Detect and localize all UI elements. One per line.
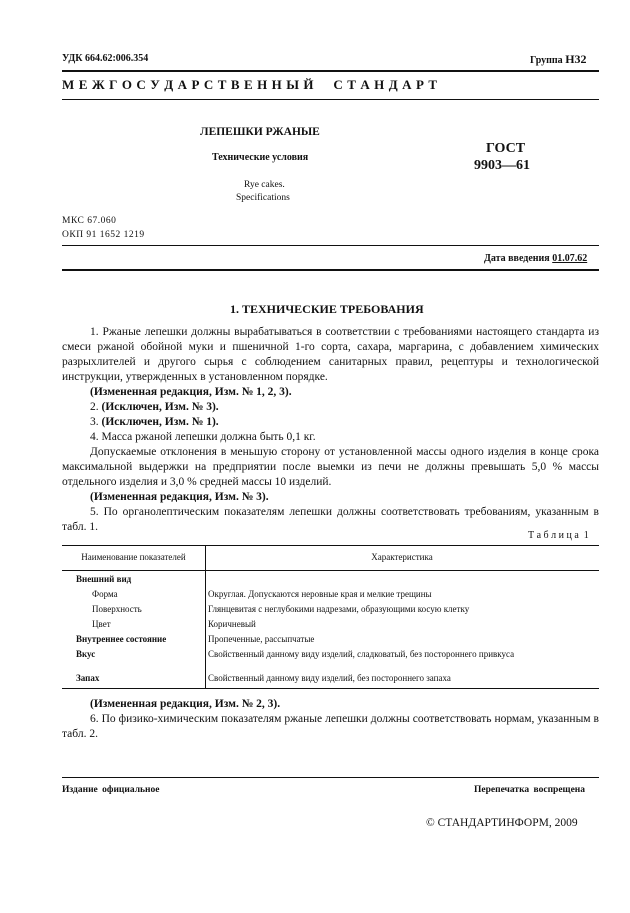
table-cell-name: Внутреннее состояние bbox=[76, 634, 167, 644]
group-value: Н32 bbox=[565, 52, 587, 66]
paragraph-6: 6. По физико-химическим показателям ржаные лепешки должны соответствовать нормам, указанным в табл. 2. bbox=[62, 713, 599, 740]
footer-reprint-prohibited: Перепечатка воспрещена bbox=[474, 785, 586, 795]
table-1-col2-header: Характеристика bbox=[371, 552, 433, 562]
table-cell-value: Глянцевитая с неглубокими надрезами, образующими косую клетку bbox=[208, 604, 470, 614]
paragraph-3-number: 3. bbox=[90, 416, 99, 428]
table-1-body-divider bbox=[205, 570, 206, 688]
after-table-note: (Измененная редакция, Изм. № 2, 3). bbox=[90, 698, 281, 710]
table-cell-value: Свойственный данному виду изделий, сладковатый, без постороннего привкуса bbox=[208, 649, 515, 659]
paragraph-2 bbox=[62, 400, 599, 415]
paragraph-4: 4. Масса ржаной лепешки должна быть 0,1 кг. bbox=[90, 431, 316, 443]
footer-rule bbox=[62, 777, 599, 778]
document-title: ЛЕПЕШКИ РЖАНЫЕ bbox=[200, 126, 320, 138]
paragraph-5: 5. По органолептическим показателям лепешки должны соответствовать требованиям, указанным в табл. 1. bbox=[62, 506, 599, 533]
paragraph-1-note: (Измененная редакция, Изм. № 1, 2, 3). bbox=[90, 386, 292, 398]
date-rule bbox=[62, 269, 599, 271]
table-1-header-rule bbox=[62, 570, 599, 571]
table-cell-name: Запах bbox=[76, 673, 100, 683]
codes-rule bbox=[62, 245, 599, 246]
table-1-bottom-rule bbox=[62, 688, 599, 689]
paragraph-2-note: (Исключен, Изм. № 3). bbox=[101, 401, 219, 413]
section-title: 1. ТЕХНИЧЕСКИЕ ТРЕБОВАНИЯ bbox=[230, 302, 424, 316]
footer-official-edition: Издание официальное bbox=[62, 785, 160, 795]
paragraph-1: 1. Ржаные лепешки должны вырабатываться в соответствии с требованиями настоящего стандарта из смеси ржаной обойной муки и пшеничной 1-го сорта, сахара, маргарина, с добавлением химических разрыхлителей и другого сырья с соблюдением санитарных правил, рецептуры и технологической инструкции, утвержденных в установленном порядке. bbox=[62, 326, 599, 383]
mks-code: МКС 67.060 bbox=[62, 216, 117, 226]
table-cell-value: Пропеченные, рассыпчатые bbox=[208, 634, 315, 644]
udk-code: УДК 664.62:006.354 bbox=[62, 53, 149, 64]
okp-code: ОКП 91 1652 1219 bbox=[62, 230, 145, 240]
copyright: © СТАНДАРТИНФОРМ, 2009 bbox=[426, 817, 578, 829]
gost-number: 9903—61 bbox=[474, 158, 530, 173]
table-1-caption: Т а б л и ц а 1 bbox=[528, 530, 589, 541]
paragraph-3-note: (Исключен, Изм. № 1). bbox=[101, 416, 219, 428]
header-rule-bottom bbox=[62, 99, 599, 100]
table-cell-name: Цвет bbox=[92, 619, 111, 629]
table-cell-value: Коричневый bbox=[208, 619, 256, 629]
table-cell-value: Округлая. Допускаются неровные края и мелкие трещины bbox=[208, 589, 432, 599]
document-subtitle: Технические условия bbox=[212, 152, 309, 163]
group-code bbox=[530, 52, 587, 67]
table-cell-name: Форма bbox=[92, 589, 118, 599]
header-rule-top bbox=[62, 70, 599, 72]
paragraph-2-number: 2. bbox=[90, 401, 99, 413]
table-1-col1-header: Наименование показателей bbox=[81, 552, 186, 562]
table-cell-value: Свойственный данному виду изделий, без постороннего запаха bbox=[208, 673, 451, 683]
standard-type: М Е Ж Г О С У Д А Р С Т В Е Н Н Ы Й С Т А Н Д А Р Т bbox=[62, 77, 438, 92]
table-cell-name: Поверхность bbox=[92, 604, 142, 614]
table-1 bbox=[62, 545, 599, 688]
gost-label: ГОСТ bbox=[486, 141, 526, 156]
table-1-top-rule bbox=[62, 545, 599, 546]
intro-date-value: 01.07.62 bbox=[552, 253, 588, 264]
paragraph-4-continued: Допускаемые отклонения в меньшую сторону от установленной массы одного изделия в конце срока максимальной выдержки на предприятии после выемки из печи не должны превышать 5,0 % массы отдельного изделия и 3,0 % средней массы 10 изделий. bbox=[62, 446, 599, 488]
paragraph-4-note: (Измененная редакция, Изм. № 3). bbox=[90, 491, 269, 503]
intro-date-label: Дата введения bbox=[484, 253, 550, 264]
document-subtitle-en: Specifications bbox=[236, 193, 290, 203]
document-title-en: Rye cakes. bbox=[244, 180, 285, 190]
paragraph-3 bbox=[62, 415, 599, 430]
table-cell-name: Внешний вид bbox=[76, 574, 132, 584]
requirements-text bbox=[62, 325, 599, 535]
group-label: Группа bbox=[530, 55, 563, 66]
after-table-text bbox=[62, 697, 599, 742]
table-cell-name: Вкус bbox=[76, 649, 96, 659]
intro-date bbox=[484, 253, 587, 264]
